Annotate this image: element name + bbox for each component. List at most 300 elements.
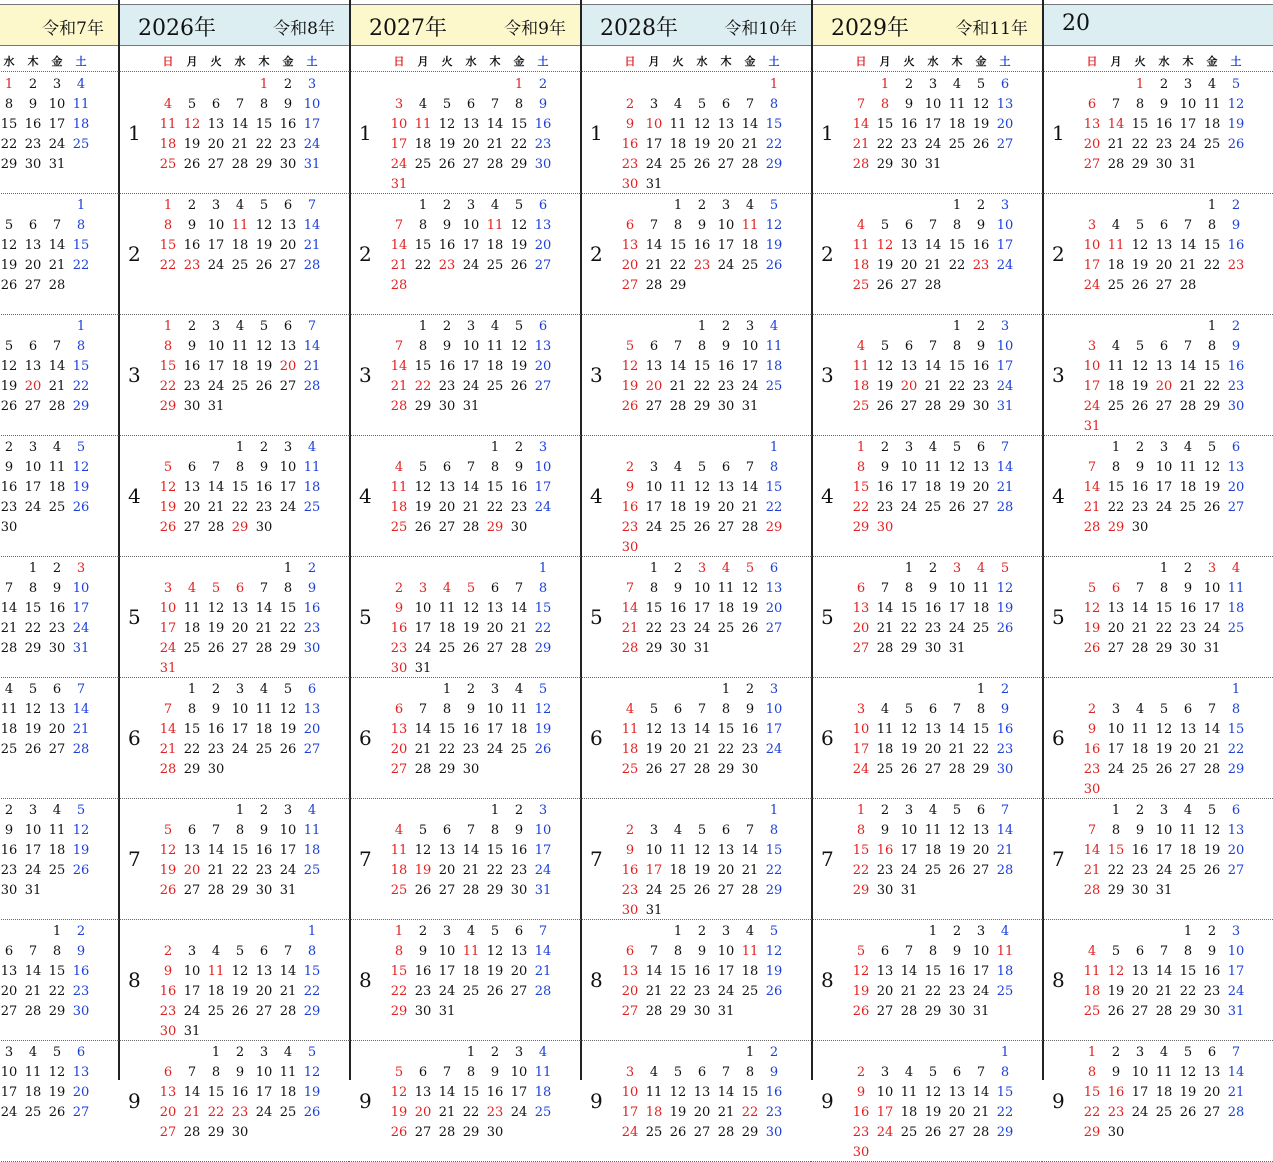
- calendar-day: 16: [924, 601, 942, 616]
- calendar-day: 26: [1083, 641, 1101, 656]
- calendar-day: 10: [621, 1085, 639, 1100]
- calendar-day: 4: [307, 803, 317, 818]
- calendar-day: 4: [442, 581, 452, 596]
- calendar-day: 10: [741, 339, 759, 354]
- calendar-day: 30: [510, 520, 528, 535]
- calendar-day: 5: [187, 97, 197, 112]
- calendar-day: 2: [721, 319, 731, 334]
- calendar-day: 4: [952, 77, 962, 92]
- calendar-day: 16: [669, 601, 687, 616]
- calendar-day: 9: [880, 460, 890, 475]
- calendar-day: 13: [1155, 359, 1173, 374]
- calendar-day: 25: [183, 641, 201, 656]
- calendar-day: 25: [972, 621, 990, 636]
- month-number: 1: [821, 121, 834, 145]
- calendar-day: 16: [24, 117, 42, 132]
- calendar-day: 17: [279, 843, 297, 858]
- calendar-day: 1: [418, 319, 428, 334]
- calendar-day: 20: [534, 238, 552, 253]
- calendar-day: 8: [856, 823, 866, 838]
- calendar-day: 24: [1083, 399, 1101, 414]
- calendar-day: 15: [717, 722, 735, 737]
- calendar-day: 30: [669, 641, 687, 656]
- calendar-day: 1: [928, 924, 938, 939]
- calendar-day: 11: [924, 823, 942, 838]
- calendar-day: 22: [414, 379, 432, 394]
- calendar-day: 1: [1000, 1045, 1010, 1060]
- calendar-day: 6: [28, 339, 38, 354]
- calendar-day: 21: [645, 258, 663, 273]
- calendar-day: 4: [649, 1065, 659, 1080]
- calendar-day: 23: [1155, 137, 1173, 152]
- calendar-day: 23: [0, 863, 18, 878]
- calendar-day: 23: [510, 500, 528, 515]
- calendar-day: 9: [625, 117, 635, 132]
- calendar-day: 5: [163, 460, 173, 475]
- month-number: 1: [590, 121, 603, 145]
- calendar-day: 17: [0, 1085, 18, 1100]
- calendar-day: 1: [721, 682, 731, 697]
- calendar-day: 20: [621, 258, 639, 273]
- calendar-day: 17: [183, 984, 201, 999]
- calendar-day: 10: [438, 944, 456, 959]
- calendar-day: 21: [255, 621, 273, 636]
- calendar-day: 29: [255, 157, 273, 172]
- calendar-day: 8: [856, 460, 866, 475]
- calendar-day: 8: [697, 339, 707, 354]
- calendar-day: 28: [48, 399, 66, 414]
- calendar-day: 8: [1207, 339, 1217, 354]
- calendar-day: 22: [462, 1105, 480, 1120]
- calendar-day: 5: [211, 581, 221, 596]
- calendar-day: 26: [876, 278, 894, 293]
- calendar-day: 11: [159, 117, 177, 132]
- calendar-day: 28: [303, 258, 321, 273]
- month-separator: [811, 71, 1042, 72]
- calendar-day: 13: [1155, 238, 1173, 253]
- calendar-day: 26: [510, 258, 528, 273]
- calendar-day: 4: [466, 924, 476, 939]
- calendar-day: 14: [741, 480, 759, 495]
- calendar-day: 2: [1000, 682, 1010, 697]
- calendar-day: 24: [24, 863, 42, 878]
- calendar-day: 1: [466, 1045, 476, 1060]
- calendar-day: 31: [645, 177, 663, 192]
- calendar-day: 12: [207, 601, 225, 616]
- calendar-day: 2: [952, 924, 962, 939]
- calendar-day: 11: [303, 460, 321, 475]
- calendar-day: 7: [952, 702, 962, 717]
- calendar-day: 17: [1131, 1085, 1149, 1100]
- calendar-day: 25: [303, 500, 321, 515]
- calendar-day: 5: [1135, 218, 1145, 233]
- calendar-day: 5: [880, 218, 890, 233]
- calendar-day: 27: [972, 500, 990, 515]
- calendar-day: 7: [211, 460, 221, 475]
- calendar-day: 15: [852, 843, 870, 858]
- calendar-day: 21: [1203, 742, 1221, 757]
- calendar-day: 11: [900, 1085, 918, 1100]
- calendar-day: 5: [1159, 702, 1169, 717]
- calendar-day: 19: [159, 863, 177, 878]
- calendar-day: 24: [390, 157, 408, 172]
- calendar-day: 5: [52, 1045, 62, 1060]
- calendar-day: 11: [852, 359, 870, 374]
- calendar-day: 9: [211, 702, 221, 717]
- calendar-day: 25: [486, 258, 504, 273]
- year-title: 20: [1062, 11, 1090, 36]
- calendar-day: 4: [235, 198, 245, 213]
- calendar-day: 24: [900, 863, 918, 878]
- calendar-day: 4: [721, 561, 731, 576]
- calendar-day: 14: [390, 359, 408, 374]
- calendar-day: 27: [279, 379, 297, 394]
- calendar-day: 30: [1131, 883, 1149, 898]
- calendar-day: 25: [159, 157, 177, 172]
- calendar-day: 13: [717, 480, 735, 495]
- calendar-day: 21: [621, 621, 639, 636]
- calendar-day: 6: [490, 581, 500, 596]
- weekday-label: 日: [1086, 55, 1098, 68]
- calendar-day: 18: [741, 964, 759, 979]
- calendar-day: 14: [1131, 601, 1149, 616]
- calendar-day: 25: [534, 1105, 552, 1120]
- weekday-label: 金: [744, 55, 756, 68]
- calendar-day: 26: [1155, 762, 1173, 777]
- calendar-day: 29: [765, 157, 783, 172]
- calendar-day: 31: [645, 903, 663, 918]
- calendar-day: 10: [231, 702, 249, 717]
- calendar-day: 21: [693, 742, 711, 757]
- month-number: 4: [359, 484, 372, 508]
- weekday-label: 火: [441, 55, 453, 68]
- calendar-day: 27: [534, 379, 552, 394]
- calendar-day: 18: [183, 621, 201, 636]
- calendar-day: 12: [1203, 823, 1221, 838]
- calendar-day: 10: [207, 218, 225, 233]
- calendar-day: 16: [1107, 1085, 1125, 1100]
- calendar-day: 17: [24, 843, 42, 858]
- calendar-day: 5: [769, 198, 779, 213]
- calendar-day: 3: [1000, 198, 1010, 213]
- calendar-day: 12: [948, 823, 966, 838]
- calendar-day: 9: [904, 97, 914, 112]
- calendar-day: 14: [207, 843, 225, 858]
- calendar-day: 16: [900, 117, 918, 132]
- calendar-day: 28: [1203, 762, 1221, 777]
- calendar-day: 30: [0, 883, 18, 898]
- calendar-day: 26: [996, 621, 1014, 636]
- calendar-day: 21: [303, 238, 321, 253]
- calendar-day: 26: [1203, 500, 1221, 515]
- calendar-day: 15: [1107, 843, 1125, 858]
- calendar-day: 26: [486, 984, 504, 999]
- calendar-day: 19: [741, 601, 759, 616]
- calendar-day: 1: [538, 561, 548, 576]
- calendar-day: 16: [231, 1085, 249, 1100]
- calendar-day: 12: [24, 702, 42, 717]
- calendar-day: 25: [1083, 1004, 1101, 1019]
- calendar-day: 24: [462, 258, 480, 273]
- calendar-day: 7: [1183, 339, 1193, 354]
- calendar-day: 20: [390, 742, 408, 757]
- calendar-day: 26: [1179, 1105, 1197, 1120]
- reiwa-year: 令和9年: [504, 19, 566, 39]
- calendar-day: 30: [1107, 1125, 1125, 1140]
- calendar-day: 5: [1000, 561, 1010, 576]
- calendar-day: 1: [880, 77, 890, 92]
- calendar-day: 12: [72, 460, 90, 475]
- calendar-day: 28: [645, 278, 663, 293]
- calendar-day: 26: [693, 883, 711, 898]
- calendar-day: 9: [1135, 823, 1145, 838]
- calendar-day: 1: [673, 198, 683, 213]
- calendar-day: 23: [72, 984, 90, 999]
- calendar-day: 11: [183, 601, 201, 616]
- calendar-day: 28: [852, 157, 870, 172]
- calendar-day: 7: [1207, 702, 1217, 717]
- calendar-day: 12: [414, 843, 432, 858]
- calendar-day: 7: [928, 218, 938, 233]
- calendar-day: 29: [462, 1125, 480, 1140]
- calendar-day: 6: [976, 803, 986, 818]
- calendar-day: 15: [1131, 117, 1149, 132]
- calendar-day: 4: [880, 702, 890, 717]
- calendar-day: 23: [972, 379, 990, 394]
- calendar-day: 14: [255, 601, 273, 616]
- calendar-day: 13: [1083, 117, 1101, 132]
- reiwa-year: 令和11年: [955, 19, 1028, 39]
- calendar-day: 2: [904, 77, 914, 92]
- calendar-day: 24: [255, 1105, 273, 1120]
- calendar-day: 1: [769, 440, 779, 455]
- calendar-day: 18: [255, 722, 273, 737]
- calendar-day: 27: [486, 641, 504, 656]
- calendar-day: 3: [721, 924, 731, 939]
- calendar-day: 29: [765, 520, 783, 535]
- calendar-day: 13: [900, 238, 918, 253]
- calendar-day: 13: [534, 339, 552, 354]
- calendar-day: 22: [486, 500, 504, 515]
- calendar-day: 13: [72, 1065, 90, 1080]
- calendar-day: 13: [948, 1085, 966, 1100]
- calendar-day: 29: [486, 883, 504, 898]
- calendar-day: 5: [163, 823, 173, 838]
- calendar-day: 7: [4, 581, 14, 596]
- calendar-day: 21: [1179, 258, 1197, 273]
- calendar-day: 14: [1227, 1065, 1245, 1080]
- calendar-day: 7: [394, 218, 404, 233]
- calendar-day: 9: [163, 964, 173, 979]
- calendar-day: 17: [255, 1085, 273, 1100]
- calendar-day: 11: [279, 1065, 297, 1080]
- calendar-day: 5: [928, 1065, 938, 1080]
- calendar-day: 19: [414, 863, 432, 878]
- calendar-day: 15: [534, 601, 552, 616]
- calendar-day: 17: [972, 964, 990, 979]
- calendar-day: 29: [1107, 883, 1125, 898]
- calendar-day: 22: [948, 258, 966, 273]
- calendar-day: 11: [0, 702, 18, 717]
- reiwa-year: 令和7年: [42, 19, 104, 39]
- calendar-day: 2: [697, 198, 707, 213]
- calendar-day: 18: [1131, 742, 1149, 757]
- calendar-day: 31: [996, 399, 1014, 414]
- calendar-day: 17: [303, 117, 321, 132]
- calendar-day: 28: [1107, 157, 1125, 172]
- calendar-day: 2: [697, 924, 707, 939]
- calendar-day: 19: [255, 238, 273, 253]
- calendar-day: 11: [303, 823, 321, 838]
- month-number: 5: [590, 605, 603, 629]
- calendar-day: 27: [765, 621, 783, 636]
- calendar-day: 13: [621, 238, 639, 253]
- calendar-day: 30: [1227, 399, 1245, 414]
- month-separator: [0, 193, 118, 194]
- weekday-label: 木: [27, 55, 39, 68]
- calendar-day: 3: [745, 319, 755, 334]
- month-separator: [580, 71, 811, 72]
- calendar-day: 2: [1087, 702, 1097, 717]
- calendar-day: 17: [159, 621, 177, 636]
- calendar-day: 27: [1083, 157, 1101, 172]
- calendar-day: 22: [1155, 621, 1173, 636]
- calendar-day: 22: [1227, 742, 1245, 757]
- calendar-day: 29: [534, 641, 552, 656]
- calendar-day: 30: [717, 399, 735, 414]
- calendar-day: 10: [1227, 944, 1245, 959]
- calendar-day: 10: [876, 1085, 894, 1100]
- year-header: [1042, 4, 1273, 46]
- calendar-day: 18: [621, 742, 639, 757]
- calendar-day: 4: [769, 319, 779, 334]
- calendar-day: 18: [765, 359, 783, 374]
- calendar-day: 23: [255, 500, 273, 515]
- calendar-day: 27: [231, 641, 249, 656]
- year-title: 2029年: [831, 16, 909, 41]
- calendar-day: 30: [948, 1004, 966, 1019]
- calendar-day: 9: [856, 1085, 866, 1100]
- calendar-day: 14: [1083, 480, 1101, 495]
- calendar-day: 11: [207, 964, 225, 979]
- calendar-day: 11: [852, 238, 870, 253]
- month-number: 9: [590, 1089, 603, 1113]
- calendar-day: 5: [283, 682, 293, 697]
- calendar-day: 13: [303, 702, 321, 717]
- calendar-day: 3: [307, 77, 317, 92]
- calendar-day: 25: [1155, 1105, 1173, 1120]
- calendar-day: 24: [765, 742, 783, 757]
- calendar-day: 11: [390, 843, 408, 858]
- calendar-day: 20: [876, 984, 894, 999]
- month-number: 6: [128, 726, 141, 750]
- calendar-day: 30: [972, 399, 990, 414]
- calendar-day: 17: [486, 722, 504, 737]
- calendar-day: 1: [1183, 924, 1193, 939]
- calendar-day: 26: [900, 762, 918, 777]
- calendar-day: 17: [645, 500, 663, 515]
- calendar-day: 11: [438, 601, 456, 616]
- calendar-day: 10: [924, 97, 942, 112]
- calendar-day: 7: [307, 198, 317, 213]
- calendar-day: 23: [852, 1125, 870, 1140]
- calendar-day: 29: [159, 399, 177, 414]
- month-number: 6: [1052, 726, 1065, 750]
- calendar-day: 11: [1107, 238, 1125, 253]
- calendar-day: 24: [741, 379, 759, 394]
- weekday-label: 金: [51, 55, 63, 68]
- calendar-day: 11: [1131, 722, 1149, 737]
- calendar-day: 20: [1227, 480, 1245, 495]
- calendar-day: 12: [255, 339, 273, 354]
- calendar-day: 21: [741, 500, 759, 515]
- calendar-day: 21: [876, 621, 894, 636]
- calendar-day: 10: [279, 460, 297, 475]
- calendar-day: 13: [183, 843, 201, 858]
- month-number: 2: [128, 242, 141, 266]
- calendar-day: 3: [76, 561, 86, 576]
- month-number: 2: [821, 242, 834, 266]
- calendar-day: 15: [207, 1085, 225, 1100]
- calendar-day: 7: [52, 218, 62, 233]
- calendar-day: 13: [924, 722, 942, 737]
- calendar-day: 15: [279, 601, 297, 616]
- calendar-day: 5: [976, 77, 986, 92]
- calendar-day: 3: [283, 803, 293, 818]
- calendar-day: 1: [187, 682, 197, 697]
- calendar-day: 8: [235, 823, 245, 838]
- month-number: 9: [1052, 1089, 1065, 1113]
- calendar-day: 16: [621, 500, 639, 515]
- calendar-day: 19: [996, 601, 1014, 616]
- calendar-day: 11: [414, 117, 432, 132]
- calendar-day: 30: [876, 520, 894, 535]
- calendar-day: 22: [159, 379, 177, 394]
- calendar-day: 12: [693, 843, 711, 858]
- year-header: [118, 4, 349, 46]
- calendar-day: 20: [279, 359, 297, 374]
- calendar-day: 1: [952, 319, 962, 334]
- calendar-day: 27: [390, 762, 408, 777]
- calendar-day: 24: [183, 1004, 201, 1019]
- month-separator: [811, 677, 1042, 678]
- calendar-day: 23: [1227, 379, 1245, 394]
- month-number: 9: [359, 1089, 372, 1113]
- calendar-day: 18: [669, 500, 687, 515]
- calendar-day: 26: [231, 1004, 249, 1019]
- calendar-day: 2: [976, 198, 986, 213]
- calendar-day: 11: [486, 218, 504, 233]
- calendar-day: 6: [283, 319, 293, 334]
- calendar-day: 1: [307, 924, 317, 939]
- calendar-day: 25: [0, 742, 18, 757]
- calendar-day: 2: [1135, 803, 1145, 818]
- calendar-day: 6: [721, 823, 731, 838]
- calendar-day: 3: [490, 682, 500, 697]
- calendar-day: 9: [1000, 702, 1010, 717]
- calendar-day: 3: [211, 198, 221, 213]
- calendar-day: 11: [765, 339, 783, 354]
- calendar-day: 25: [996, 984, 1014, 999]
- calendar-day: 11: [72, 97, 90, 112]
- calendar-day: 13: [279, 339, 297, 354]
- calendar-day: 5: [466, 581, 476, 596]
- calendar-day: 23: [534, 137, 552, 152]
- calendar-day: 12: [486, 944, 504, 959]
- calendar-day: 28: [1083, 883, 1101, 898]
- calendar-day: 2: [418, 924, 428, 939]
- calendar-day: 12: [390, 1085, 408, 1100]
